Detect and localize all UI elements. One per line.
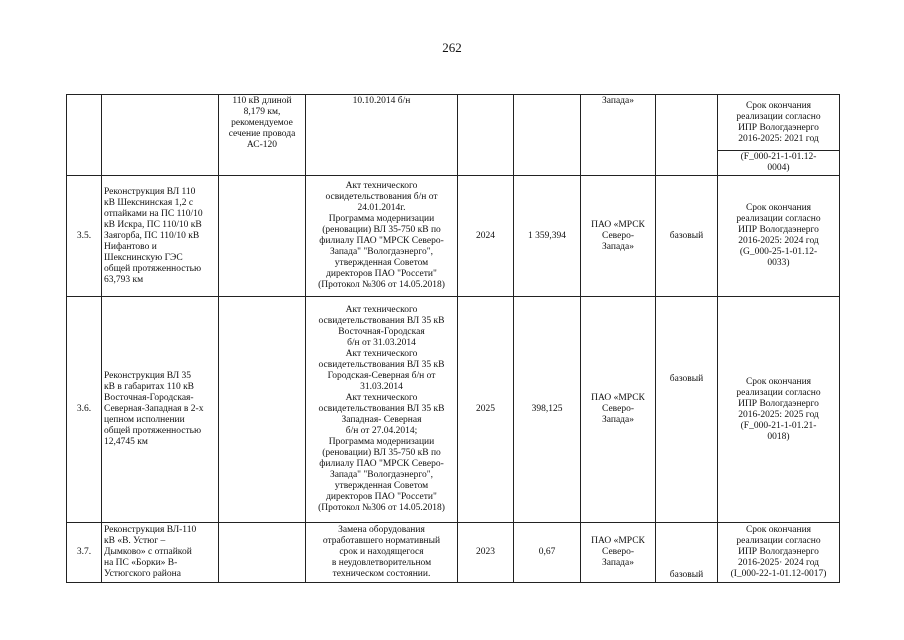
term-code-cell: (F_000-21-1-01.12- 0004) [718,151,840,176]
term-cell: Срок окончания реализации согласно ИПР Вологдаэнерго 2016-2025· 2024 год (I_000-22-1-01.12-0017) [718,523,840,583]
year-cell [458,95,514,176]
term-cell: Срок окончания реализации согласно ИПР Вологдаэнерго 2016-2025: 2024 год (G_000-25-1-01.12- 0033) [718,176,840,297]
owner-cell: Запада» [581,95,656,176]
project-name-cell [102,95,219,176]
table-row [67,176,840,297]
project-reason-cell: 10.10.2014 б/н [306,95,458,176]
project-name-cell: Реконструкция ВЛ 110 кВ Шекснинская 1,2 с отпайками на ПС 110/10 кВ Искра, ПС 110/10 кВ Заягорба, ПС 110/10 кВ Нифантово и Шекснинскую ГЭС общей протяженностью 63,793 км [102,176,219,297]
term-cell: Срок окончания реализации согласно ИПР Вологдаэнерго 2016-2025: 2025 год (F_000-21-1-01.21- 0018) [718,297,840,523]
project-reason-cell: Акт технического освидетельствования б/н от 24.01.2014г. Программа модернизации (реновации) ВЛ 35-750 кВ по филиалу ПАО "МРСК Северо- Запада" "Вологдаэнерго", утвержденная Советом директоров ПАО "Россети" (Протокол №306 от 14.05.2018) [306,176,458,297]
project-name-cell: Реконструкция ВЛ 35 кВ в габаритах 110 кВ Восточная-Городская- Северная-Западная в 2-х цепном исполнении общей протяженностью 12,4745 км [102,297,219,523]
term-cell: Срок окончания реализации согласно ИПР Вологдаэнерго 2016-2025: 2021 год [718,95,840,151]
cost-cell: 398,125 [514,297,581,523]
table-row [67,297,840,523]
row-number-cell: 3.6. [67,297,102,523]
owner-cell: ПАО «МРСК Северо- Запада» [581,523,656,583]
project-spec-cell [219,523,306,583]
year-cell: 2024 [458,176,514,297]
table-row [67,95,840,151]
project-reason-cell: Акт технического освидетельствования ВЛ 35 кВ Восточная-Городская б/н от 31.03.2014 Акт технического освидетельствования ВЛ 35 кВ Городская-Северная б/н от 31.03.2014 Акт технического освидетельствования ВЛ 35 кВ Западная- Северная б/н от 27.04.2014; Программа модернизации (реновации) ВЛ 35-750 кВ по филиалу ПАО "МРСК Северо- Запада" "Вологдаэнерго", утвержденная Советом директоров ПАО "Россети" (Протокол №306 от 14.05.2018) [306,297,458,523]
owner-cell: ПАО «МРСК Северо- Запада» [581,297,656,523]
type-cell: базовый [656,297,718,523]
year-cell: 2025 [458,297,514,523]
year-cell: 2023 [458,523,514,583]
project-spec-cell [219,297,306,523]
project-spec-cell: 110 кВ длиной 8,179 км, рекомендуемое сечение провода АС-120 [219,95,306,176]
row-number-cell [67,95,102,176]
cost-cell: 1 359,394 [514,176,581,297]
type-cell: базовый [656,176,718,297]
project-reason-cell: Замена оборудования отработавшего нормативный срок и находящегося в неудовлетворительном техническом состоянии. [306,523,458,583]
type-cell: базовый [656,523,718,583]
cost-cell: 0,67 [514,523,581,583]
row-number-cell: 3.5. [67,176,102,297]
project-name-cell: Реконструкция ВЛ-110 кВ «В. Устюг – Дымково» с отпайкой на ПС «Борки» В- Устюгского района [102,523,219,583]
page-number: 262 [442,40,462,55]
type-cell [656,95,718,176]
owner-cell: ПАО «МРСК Северо- Запада» [581,176,656,297]
table-row [67,523,840,583]
row-number-cell: 3.7. [67,523,102,583]
project-spec-cell [219,176,306,297]
cost-cell [514,95,581,176]
investment-projects-table [66,94,840,583]
